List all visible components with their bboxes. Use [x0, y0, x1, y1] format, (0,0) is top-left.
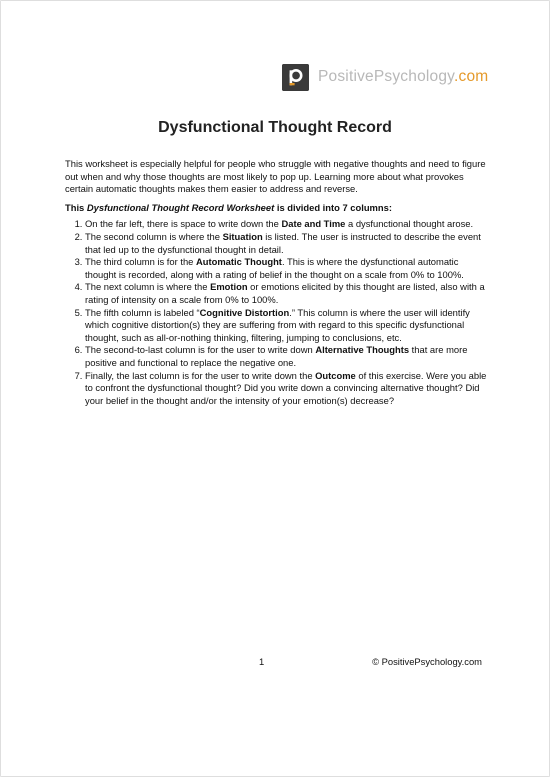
footer-copyright: © PositivePsychology.com: [372, 656, 482, 667]
lead-sentence: This Dysfunctional Thought Record Worksheet is divided into 7 columns:: [65, 201, 392, 213]
intro-paragraph: This worksheet is especially helpful for people who struggle with negative thoughts and need to figure out when and why those thoughts are most likely to pop up. Learning more about what provokes certain automatic thoughts makes them easier to address and reverse.: [65, 158, 486, 195]
page-number: 1: [259, 656, 265, 667]
positivepsychology-p-icon: [282, 64, 309, 91]
document-page: [1, 1, 549, 776]
list-item: 5. The fifth column is labeled “Cognitive Distortion.” This column is where the user will identify which cognitive distortion(s) they are suffering from with regard to this specific dysfunctional thought, such as all-or-nothing thinking, filtering, jumping to conclusions, etc.: [85, 307, 490, 345]
list-item: 6. The second-to-last column is for the user to write down Alternative Thoughts that are more positive and functional to replace the negative one.: [85, 344, 490, 369]
list-item: 1. On the far left, there is space to write down the Date and Time a dysfunctional thought arose.: [85, 218, 490, 231]
columns-list: [65, 218, 490, 407]
list-item: 2. The second column is where the Situation is listed. The user is instructed to describe the event that led up to the dysfunctional thought in detail.: [85, 231, 490, 256]
list-item: 3. The third column is for the Automatic Thought. This is where the dysfunctional automatic thought is recorded, along with a rating of belief in the thought on a scale from 0% to 100%.: [85, 256, 490, 281]
page-title: Dysfunctional Thought Record: [158, 119, 392, 136]
list-item: 7. Finally, the last column is for the user to write down the Outcome of this exercise. Were you able to confront the dysfunctional thought? Did you write down a convincing alternative thought? Did your belief in the thought and/or the intensity of your emotion(s) decrease?: [85, 370, 490, 408]
list-item: 4. The next column is where the Emotion or emotions elicited by this thought are listed, also with a rating of intensity on a scale from 0% to 100%.: [85, 281, 490, 306]
logo: [282, 62, 488, 92]
logo-text: PositivePsychology.com: [318, 68, 489, 85]
document-body: [65, 158, 490, 407]
